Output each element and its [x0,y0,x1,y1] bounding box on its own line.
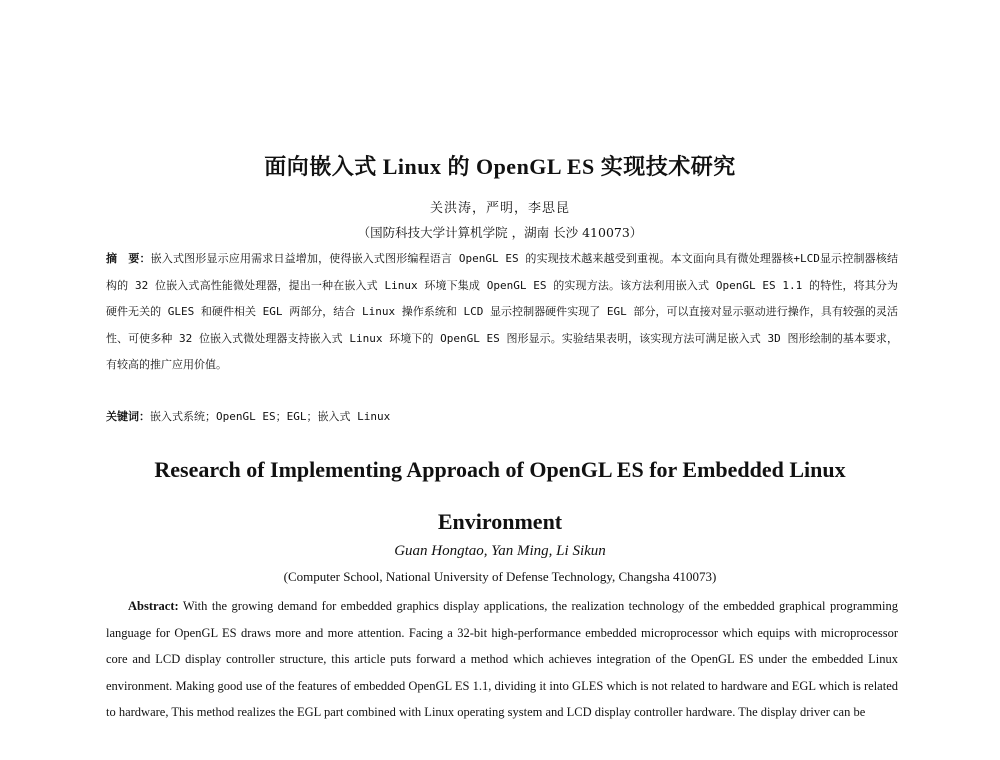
chinese-keywords-label: 关键词： [106,410,150,423]
chinese-title: 面向嵌入式 Linux 的 OpenGL ES 实现技术研究 [264,154,736,179]
chinese-authors: 关洪涛，严明，李思昆 [429,201,570,216]
chinese-abstract-label: 摘 要： [106,252,151,265]
chinese-abstract-text: 嵌入式图形显示应用需求日益增加，使得嵌入式图形编程语言 OpenGL ES 的实现技术越来越受到重视。本文面向具有微处理器核+LCD显示控制器核结构的 32 位嵌入式高性能微处理器，提出一种在嵌入式 Linux 环境下集成 OpenGL ES 的实现方法。该方法利用嵌入式 OpenGL ES 1.1 的特性，将其分为硬件无关的 GLES 和硬件相关 EGL 两部分，结合 Linux 操作系统和 LCD 显示控制器硬件实现了 EGL 部分，可以直接对显示驱动进行操作，具有较强的灵活性、可使多种 32 位嵌入式微处理器支持嵌入式 Linux 环境下的 OpenGL ES 图形显示。实验结果表明，该实现方法可满足嵌入式 3D 图形绘制的基本要求，有较高的推广应用价值。 [106,252,898,371]
chinese-keywords [106,408,898,424]
chinese-abstract [106,246,898,379]
chinese-affiliation: （国防科技大学计算机学院 ，湖南 长沙 410073） [357,225,643,240]
english-title: Research of Implementing Approach of OpenGL ES for Embedded Linux Environment [154,457,846,534]
english-abstract [106,593,898,726]
english-abstract-text: With the growing demand for embedded graphics display applications, the realization technology of the embedded graphical programming language for OpenGL ES draws more and more attention. Facing a 32-bit high-performance embedded microprocessor which equips with microprocessor core and LCD display controller structure, this article puts forward a method which achieves integration of the OpenGL ES under the embedded Linux environment. Making good use of the features of embedded OpenGL ES 1.1, dividing it into GLES which is not related to hardware and EGL which is related to hardware, This method realizes the EGL part combined with Linux operating system and LCD display controller hardware. The display driver can be [106,599,898,719]
english-affiliation: (Computer School, National University of Defense Technology, Changsha 410073) [283,569,717,584]
english-abstract-label: Abstract: [128,599,179,613]
chinese-keywords-text: 嵌入式系统；OpenGL ES；EGL；嵌入式 Linux [150,410,391,423]
english-authors: Guan Hongtao, Yan Ming, Li Sikun [394,543,606,559]
